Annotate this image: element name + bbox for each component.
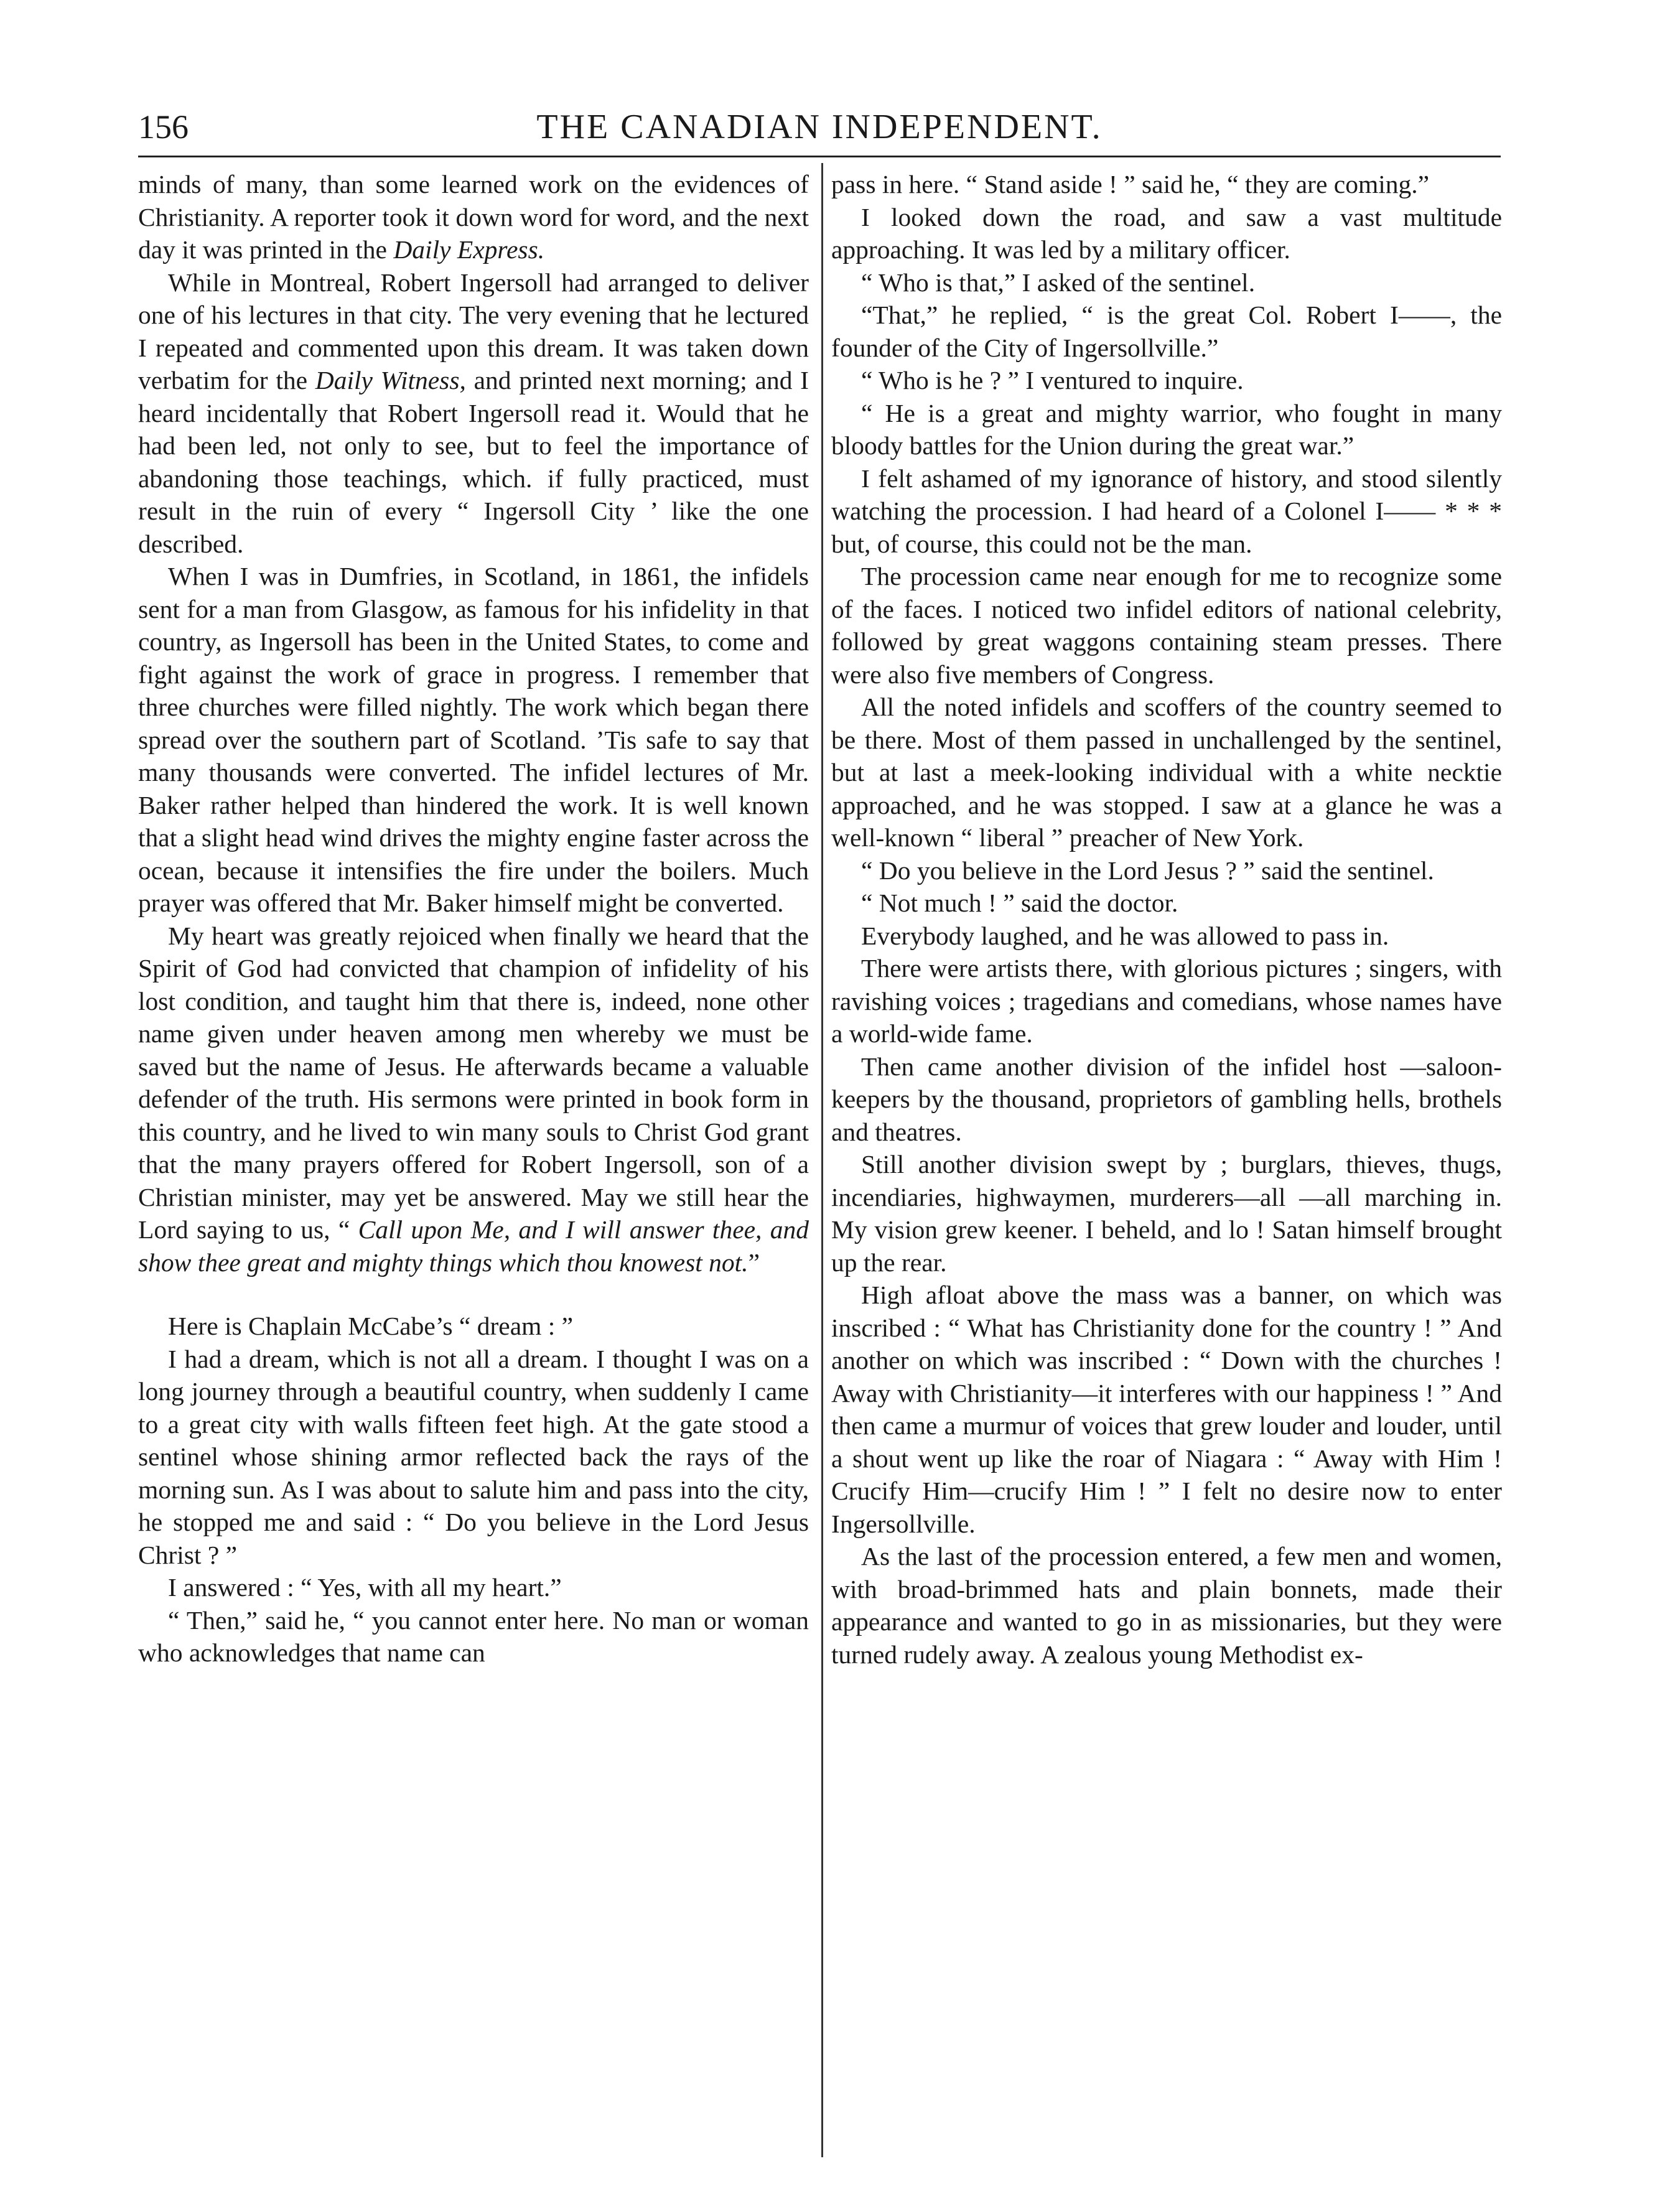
paragraph: “ Not much ! ” said the doctor.: [861, 889, 1178, 917]
header-rule: [138, 156, 1501, 157]
left-column: [138, 168, 809, 2159]
paragraph: Then came another division of the infidel host —saloon-keepers by the thousand, proprietors of gambling hells, brothels and theatres.: [831, 1052, 1502, 1146]
running-title: THE CANADIAN INDEPENDENT.: [536, 108, 1103, 146]
page-number: 156: [138, 108, 189, 146]
paragraph: “ Who is he ? ” I ventured to inquire.: [861, 366, 1244, 394]
paragraph: I had a dream, which is not all a dream. I thought I was on a long journey through a beautiful country, when suddenly I came to a great city with walls fifteen feet high. At the gate stood a sentinel whose shining armor reflected back the rays of the morning sun. As I was about to salute him and pass into the city, he stopped me and said : “ Do you believe in the Lord Jesus Christ ? ”: [138, 1344, 809, 1569]
paragraph: “ Do you believe in the Lord Jesus ? ” said the sentinel.: [861, 856, 1434, 885]
paragraph: High afloat above the mass was a banner, on which was inscribed : “ What has Christianity done for the country ! ” And another on which was inscribed : “ Down with the churches ! Away with Christianity—it interferes with our happiness ! ” And then came a murmur of voices that grew louder and louder, until a shout went up like the roar of Niagara : “ Away with Him ! Crucify Him—crucify Him ! ” I felt no desire now to enter Ingersollville.: [831, 1281, 1502, 1538]
paragraph: The procession came near enough for me to recognize some of the faces. I noticed two infidel editors of national celebrity, followed by great waggons containing steam presses. There were also five members of Congress.: [831, 562, 1502, 689]
column-divider: [821, 163, 823, 2157]
paragraph: All the noted infidels and scoffers of the country seemed to be there. Most of them passed in unchallenged by the sentinel, but at last a meek-looking individual with a white necktie approached, and he was stopped. I saw at a glance he was a well-known “ liberal ” preacher of New York.: [831, 693, 1502, 852]
paragraph: Still another division swept by ; burglars, thieves, thugs, incendiaries, highwaymen, murderers—all —all marching in. My vision grew keener. I beheld, and lo ! Satan himself brought up the rear.: [831, 1150, 1502, 1277]
paragraph: “ He is a great and mighty warrior, who fought in many bloody battles for the Union during the great war.”: [831, 398, 1502, 460]
paragraph: “That,” he replied, “ is the great Col. Robert I——, the founder of the City of Ingersollville.”: [831, 301, 1502, 362]
paragraph: I felt ashamed of my ignorance of history, and stood silently watching the procession. I had heard of a Colonel I—— * * * but, of course, this could not be the man.: [831, 464, 1502, 558]
paragraph: My heart was greatly rejoiced when finally we heard that the Spirit of God had convicted that champion of infidelity of his lost condition, and taught him that there is, indeed, none other name given under heaven among men whereby we must be saved but the name of Jesus. He afterwards became a valuable defender of the truth. His sermons were printed in book form in this country, and he lived to win many souls to Christ God grant that the many prayers offered for Robert Ingersoll, son of a Christian minister, may yet be answered. May we still hear the Lord saying to us, “ Call upon Me, and I will answer thee, and show thee great and mighty things which thou knowest not.”: [138, 921, 809, 1277]
page-header: [138, 102, 1501, 152]
paragraph: I looked down the road, and saw a vast multitude approaching. It was led by a military officer.: [831, 202, 1502, 264]
paragraph: pass in here. “ Stand aside ! ” said he, “ they are coming.”: [831, 170, 1430, 198]
paragraph: Everybody laughed, and he was allowed to pass in.: [861, 921, 1389, 950]
paragraph: “ Who is that,” I asked of the sentinel.: [861, 268, 1256, 297]
paragraph: While in Montreal, Robert Ingersoll had arranged to deliver one of his lectures in that city. The very evening that he lectured I repeated and commented upon this dream. It was taken down verbatim for the Daily Witness, and printed next morning; and I heard incidentally that Robert Ingersoll read it. Would that he had been led, not only to see, but to feel the importance of abandoning those teachings, which. if fully practiced, must result in the ruin of every “ Ingersoll City ’ like the one described.: [138, 268, 809, 558]
paragraph: Here is Chaplain McCabe’s “ dream : ”: [168, 1312, 574, 1340]
paragraph: I answered : “ Yes, with all my heart.”: [168, 1573, 562, 1602]
paragraph: There were artists there, with glorious pictures ; singers, with ravishing voices ; tragedians and comedians, whose names have a world-wide fame.: [831, 954, 1502, 1048]
paragraph: As the last of the procession entered, a few men and women, with broad-brimmed hats and plain bonnets, made their appearance and wanted to go in as missionaries, but they were turned rudely away. A zealous young Methodist ex-: [831, 1542, 1502, 1669]
paragraph: minds of many, than some learned work on the evidences of Christianity. A reporter took it down word for word, and the next day it was printed in the Daily Express.: [138, 170, 809, 264]
paragraph: “ Then,” said he, “ you cannot enter here. No man or woman who acknowledges that name can: [138, 1605, 809, 1667]
paragraph: When I was in Dumfries, in Scotland, in 1861, the infidels sent for a man from Glasgow, as famous for his infidelity in that country, as Ingersoll has been in the United States, to come and fight against the work of grace in progress. I remember that three churches were filled nightly. The work which began there spread over the southern part of Scotland. ’Tis safe to say that many thousands were converted. The infidel lectures of Mr. Baker rather helped than hindered the work. It is well known that a slight head wind drives the mighty engine faster across the ocean, because it intensifies the fire under the boilers. Much prayer was offered that Mr. Baker himself might be converted.: [138, 562, 809, 917]
right-column: [831, 168, 1502, 2159]
